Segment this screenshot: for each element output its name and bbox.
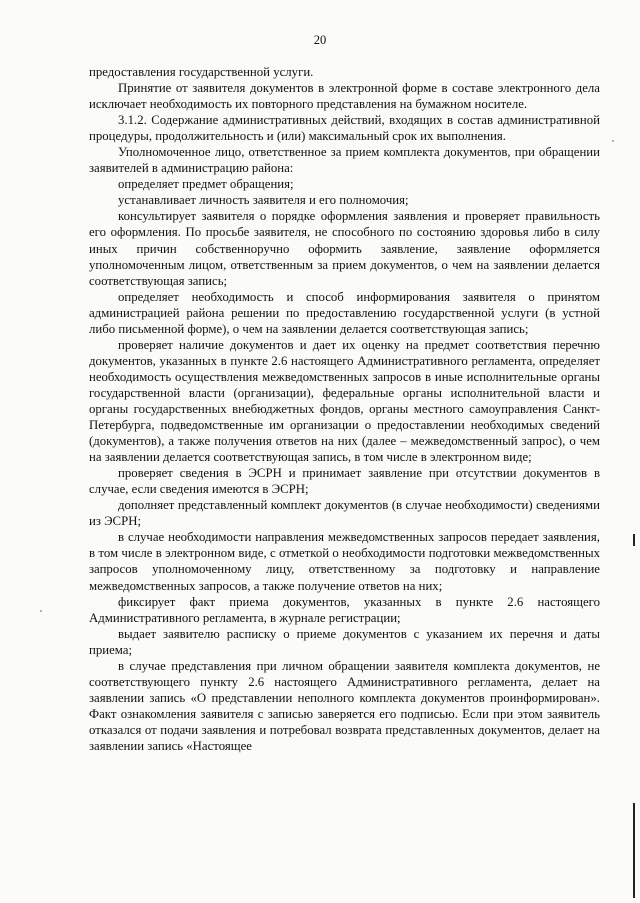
paragraph-2: Принятие от заявителя документов в электронной форме в составе электронного дела исключает необходимость их повторного представления на бумажном носителе. [89,81,600,112]
list-item-identify-applicant: устанавливает личность заявителя и его полномочия; [118,193,409,208]
list-item-supplement-esrn: дополняет представленный комплект документов (в случае необходимости) сведениями из ЭСРН; [89,498,600,529]
paragraph-4: Уполномоченное лицо, ответственное за прием комплекта документов, при обращении заявителей в администрацию района: [89,145,600,176]
scan-margin-mark [633,534,635,546]
paragraph-3-section-heading: 3.1.2. Содержание административных действий, входящих в состав административной процедуры, продолжительность и (или) максимальный срок их выполнения. [89,113,600,144]
list-item-issue-receipt: выдает заявителю расписку о приеме документов с указанием их перечня и даты приема; [89,626,600,657]
list-item-define-subject: определяет предмет обращения; [118,177,294,192]
list-item-check-documents: проверяет наличие документов и дает их оценку на предмет соответствия перечню документов, указанных в пункте 2.6 настоящего Административного регламента, определяет необходимость осуществления межведомственных запросов в иные исполнительные органы государственной власти (организации), федеральные органы исполнительной власти и органы государственных внебюджетных фондов, органы местного самоуправления Санкт-Петербурга, подведомственные им организации о предоставлении необходимых сведений (документов), а также получения ответов на них (далее – межведомственный запрос), о чем на заявлении делается соответствующая запись, в том числе в электронном виде; [89,337,600,465]
list-item-inform-method: определяет необходимость и способ информирования заявителя о принятом администрацией района решении по предоставлению государственной услуги (в устной либо письменной форме), о чем на заявлении делается соответствующая запись; [89,289,600,336]
list-item-register-receipt: фиксирует факт приема документов, указанных в пункте 2.6 настоящего Административного регламента, в журнале регистрации; [89,594,600,625]
list-item-check-esrn: проверяет сведения в ЭСРН и принимает заявление при отсутствии документов в случае, если сведения имеются в ЭСРН; [89,466,600,497]
page-number: 20 [313,33,327,47]
scan-margin-mark [633,803,635,898]
scan-speck [612,140,614,142]
list-item-incomplete-set: в случае представления при личном обращении заявителя комплекта документов, не соответствующего пункту 2.6 настоящего Административного регламента, делает на заявлении запись «О представлении неполного комплекта документов проинформирован». Факт ознакомления заявителя с записью заверяется его подписью. Если при этом заявитель отказался от подачи заявления и потребовал возврата представленных документов, делает на заявлении запись «Настоящее [89,658,600,753]
list-item-interagency-requests: в случае необходимости направления межведомственных запросов передает заявления, в том числе в электронном виде, с отметкой о необходимости подготовки межведомственных запросов уполномоченному лицу, ответственному за подготовку и направление межведомственных запросов, а также получение ответов на них; [89,530,600,593]
scan-speck [40,610,42,612]
document-body [89,64,600,754]
paragraph-1: предоставления государственной услуги. [89,65,314,79]
list-item-consult-applicant: консультирует заявителя о порядке оформления заявления и проверяет правильность его оформления. По просьбе заявителя, не способного по состоянию здоровья либо в силу иных причин собственноручно оформить заявление, заявление оформляется уполномоченным лицом, ответственным за прием документов, о чем на заявлении делается соответствующая запись; [89,209,600,288]
